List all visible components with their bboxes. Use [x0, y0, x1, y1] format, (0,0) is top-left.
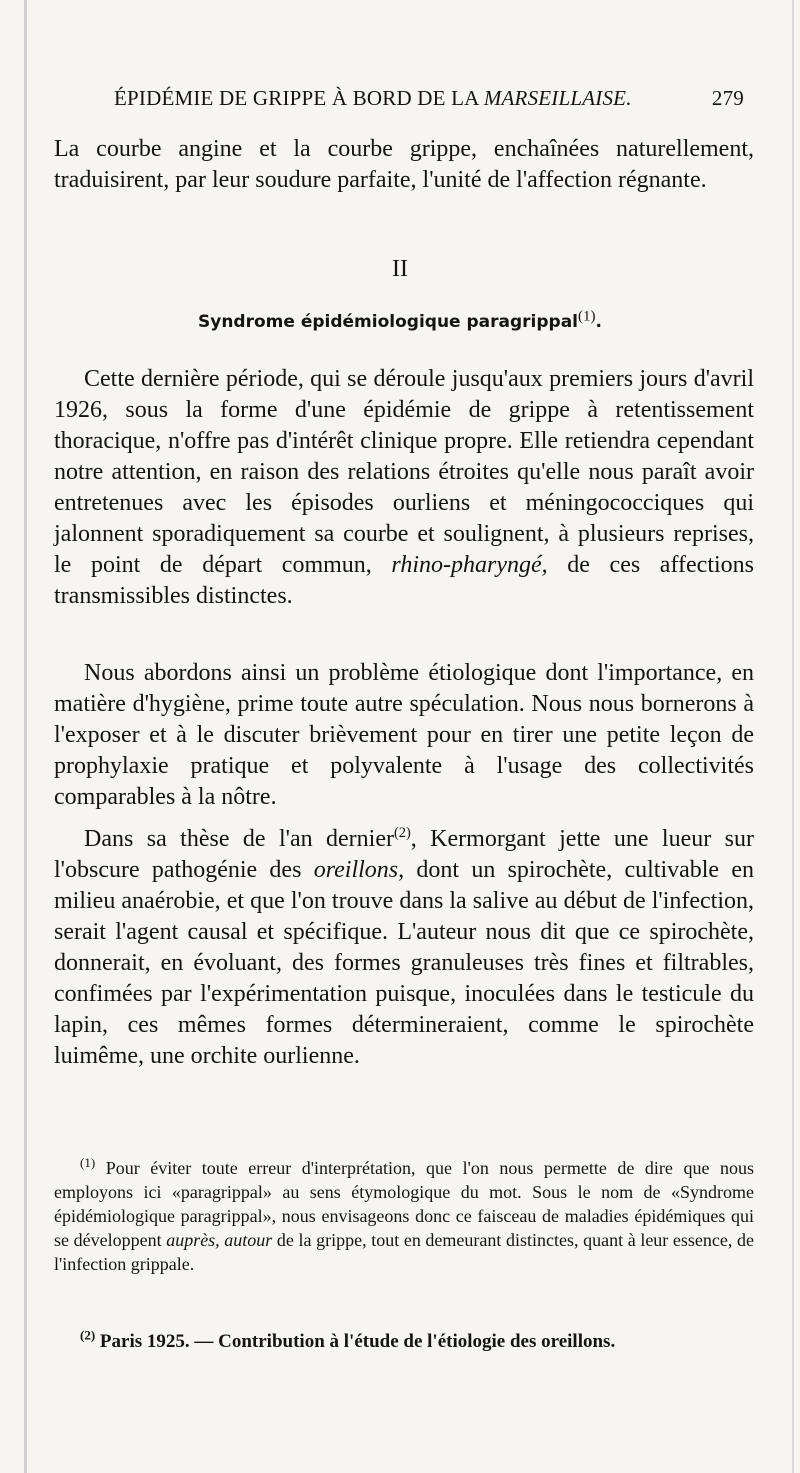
footnote-1: $^{(1)}$ Pour éviter toute erreur d'interprétation, que l'on nous permette de dire que nous employons ici «paragrippal» au sens étymologique du mot. Sous le nom de «Syndrome épidémiologique paragrippal», nous envisageons donc ce faisceau de maladies épidémiques qui se développent auprès, autour de la grippe, tout en demeurant distinctes, quant à leur essence, de l'infection grippale.	[54, 1155, 754, 1274]
heading-footnote-ref: (1)	[578, 308, 596, 325]
footnote-1-mark: (1)	[80, 1155, 96, 1170]
running-title: ÉPIDÉMIE DE GRIPPE À BORD DE LA MARSEILLAISE.	[114, 86, 632, 110]
footnote-2-mark: (2)	[80, 1327, 96, 1343]
section-heading: Syndrome épidémiologique paragrippal$^{(1)}$.	[198, 308, 602, 332]
footnote-2: $^{(2)}$ Paris 1925. — Contribution à l'étude de l'étiologie des oreillons.	[80, 1327, 616, 1352]
footnote-ref-2: (2)	[393, 825, 411, 841]
page-number: 279	[711, 86, 744, 110]
paragraph-1: La courbe angine et la courbe grippe, enchaînées naturellement, traduisirent, par leur soudure parfaite, l'unité de l'affection régnante.	[54, 136, 754, 193]
section-numeral: II	[392, 256, 408, 282]
paragraph-4: Dans sa thèse de l'an dernier$^{(2)}$, Kermorgant jette une lueur sur l'obscure pathogénie des oreillons, dont un spirochète, cultivable en milieu anaérobie, et que l'on trouve dans la salive au début de l'infection, serait l'agent causal et spécifique. L'auteur nous dit que ce spirochète, donnerait, en évoluant, des formes granuleuses très fines et filtrables, confimées par l'expérimentation puisque, inoculées dans le testicule du lapin, ces mêmes formes détermineraient, comme le spirochète luimême, une orchite ourlienne.	[54, 825, 754, 1069]
paragraph-2: Cette dernière période, qui se déroule jusqu'aux premiers jours d'avril 1926, sous la forme d'une épidémie de grippe à retentissement thoracique, n'offre pas d'intérêt clinique propre. Elle retiendra cependant notre attention, en raison des relations étroites qu'elle nous paraît avoir entretenues avec les épisodes ourliens et méningococciques qui jalonnent sporadiquement sa courbe et soulignent, à plusieurs reprises, le point de départ commun, rhino-pharyngé, de ces affections transmissibles distinctes.	[54, 366, 754, 609]
paragraph-3: Nous abordons ainsi un problème étiologique dont l'importance, en matière d'hygiène, prime toute autre spéculation. Nous nous bornerons à l'exposer et à le discuter brièvement pour en tirer une petite leçon de prophylaxie pratique et polyvalente à l'usage des collectivités comparables à la nôtre.	[54, 660, 754, 810]
scan-edge-left	[24, 0, 27, 1473]
scan-edge-right	[792, 0, 794, 1473]
running-header	[54, 86, 744, 116]
running-title-italic: MARSEILLAISE.	[483, 86, 632, 110]
